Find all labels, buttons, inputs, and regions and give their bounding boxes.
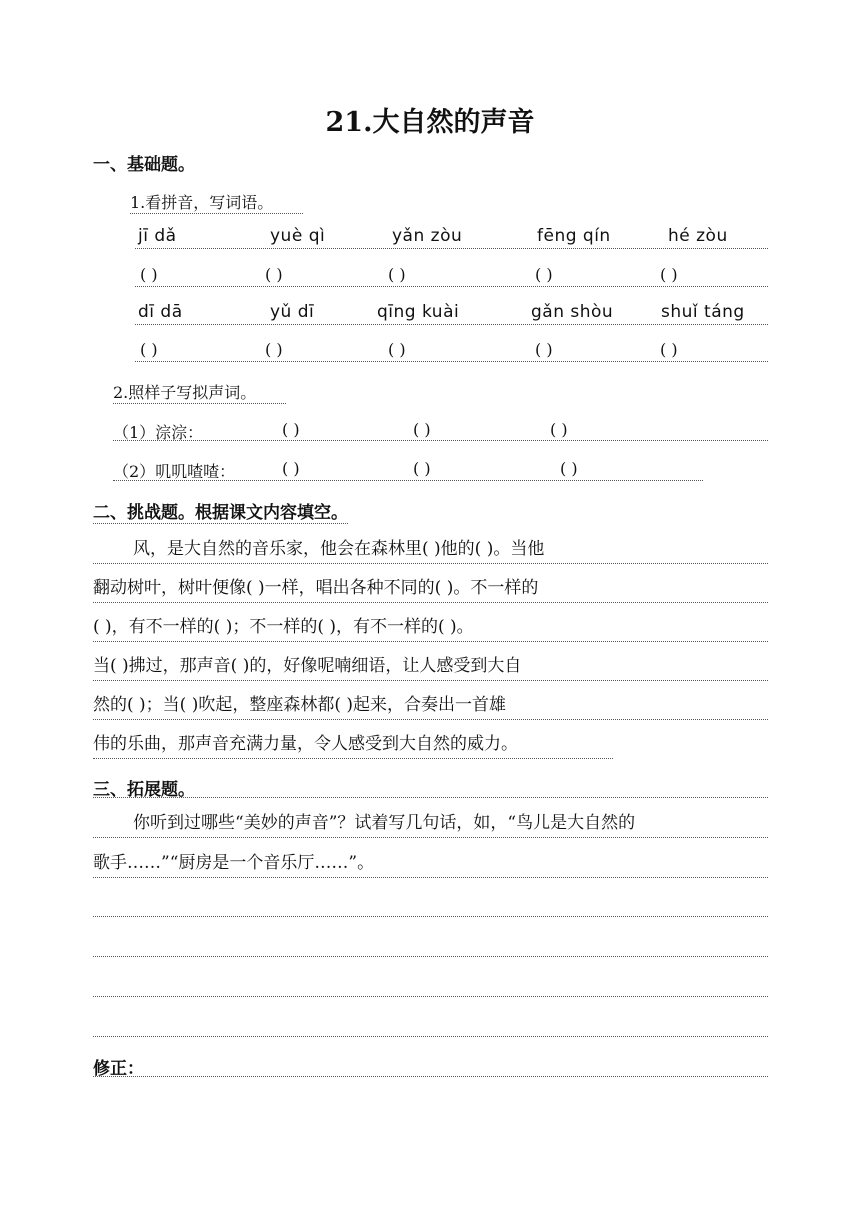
q2-item2-blank-1[interactable]: ( ) [282,459,300,478]
s2-line-5: 然的( )；当( )吹起，整座森林都( )起来，合奏出一首雄 [93,695,507,715]
blank-row1-line [135,286,768,287]
section1-heading: 一、基础题。 [93,155,195,175]
writing-line-4[interactable] [93,1036,768,1037]
correction-label: 修正： [93,1059,144,1079]
answer-blank-2-5[interactable]: ( ) [660,340,678,359]
writing-line-2[interactable] [93,956,768,957]
pinyin-1-3: yǎn zòu [392,226,463,246]
q2-item1-label: （1）淙淙： [113,423,204,442]
pinyin-2-5: shuǐ táng [661,302,745,322]
pinyin-1-2: yuè qì [270,226,326,246]
pinyin-row2-line [135,324,768,325]
s2-line-6: 伟的乐曲，那声音充满力量，令人感受到大自然的威力。 [93,734,518,754]
answer-blank-1-1[interactable]: ( ) [140,265,158,284]
page-title: 21.大自然的声音 [325,107,535,138]
pinyin-row1-line [135,248,768,249]
q2-item2-blank-3[interactable]: ( ) [560,459,578,478]
section2-heading: 二、挑战题。根据课文内容填空。 [93,498,348,524]
q1-prompt: 1.看拼音，写词语。 [130,190,303,214]
q2-item1-blank-1[interactable]: ( ) [282,420,300,439]
pinyin-1-5: hé zòu [668,226,728,246]
answer-blank-2-4[interactable]: ( ) [535,340,553,359]
s2-line-3: ( )，有不一样的( )；不一样的( )，有不一样的( )。 [93,617,474,637]
s3-line-2: 歌手……”“厨房是一个音乐厅……”。 [93,853,375,873]
section3-heading: 三、拓展题。 [93,780,195,800]
answer-blank-2-2[interactable]: ( ) [265,340,283,359]
q2-item2-label: （2）叽叽喳喳： [113,462,236,481]
q2-item2-blank-2[interactable]: ( ) [413,459,431,478]
answer-blank-1-2[interactable]: ( ) [265,265,283,284]
q2-item1-blank-2[interactable]: ( ) [413,420,431,439]
pinyin-2-2: yǔ dī [270,302,315,322]
pinyin-2-3: qīng kuài [377,302,460,322]
s2-line-2: 翻动树叶，树叶便像( )一样，唱出各种不同的( )。不一样的 [93,578,539,598]
answer-blank-2-3[interactable]: ( ) [388,340,406,359]
q2-prompt: 2.照样子写拟声词。 [113,380,286,404]
writing-line-3[interactable] [93,996,768,997]
pinyin-2-1: dī dā [138,302,183,322]
blank-row2-line [135,361,768,362]
pinyin-1-4: fēng qín [537,226,611,246]
s2-line-4: 当( )拂过，那声音( )的，好像呢喃细语，让人感受到大自 [93,656,522,676]
s2-line-1: 风，是大自然的音乐家，他会在森林里( )他的( )。当他 [133,539,545,559]
answer-blank-2-1[interactable]: ( ) [140,340,158,359]
q2-item1-line [113,440,768,441]
answer-blank-1-5[interactable]: ( ) [660,265,678,284]
pinyin-2-4: gǎn shòu [531,302,614,322]
pinyin-1-1: jī dǎ [138,226,177,246]
answer-blank-1-4[interactable]: ( ) [535,265,553,284]
correction-line[interactable] [93,1076,768,1077]
writing-line-1[interactable] [93,916,768,917]
answer-blank-1-3[interactable]: ( ) [388,265,406,284]
q2-item1-blank-3[interactable]: ( ) [550,420,568,439]
s3-line-1: 你听到过哪些“美妙的声音”？试着写几句话，如，“鸟儿是大自然的 [133,813,636,833]
